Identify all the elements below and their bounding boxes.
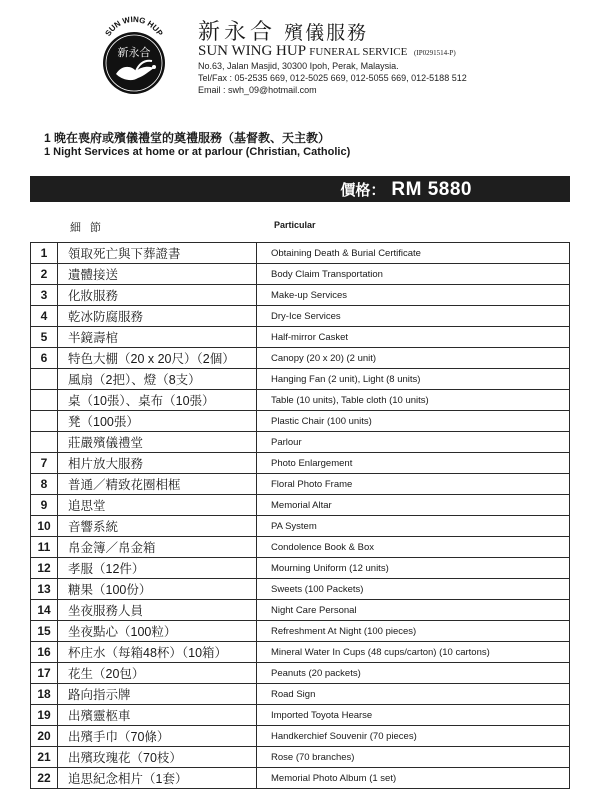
item-english: Floral Photo Frame — [257, 474, 570, 495]
company-telfax: Tel/Fax : 05-2535 669, 012-5025 669, 012-5055 669, 012-5188 512 — [198, 73, 467, 83]
table-row — [31, 453, 570, 474]
table-row — [31, 390, 570, 411]
item-number: 17 — [31, 663, 58, 684]
table-row — [31, 516, 570, 537]
item-chinese: 遺體接送 — [58, 264, 257, 285]
item-number: 10 — [31, 516, 58, 537]
item-english: Imported Toyota Hearse — [257, 705, 570, 726]
item-number: 5 — [31, 327, 58, 348]
service-title-english: 1 Night Services at home or at parlour (Christian, Catholic) — [44, 146, 351, 158]
table-row — [31, 432, 570, 453]
item-english: Dry-Ice Services — [257, 306, 570, 327]
item-chinese: 化妝服務 — [58, 285, 257, 306]
item-number: 20 — [31, 726, 58, 747]
item-chinese: 特色大棚（20 x 20尺）（2個） — [58, 348, 257, 369]
item-chinese: 出殯靈柩車 — [58, 705, 257, 726]
item-chinese: 相片放大服務 — [58, 453, 257, 474]
company-name-chinese — [198, 15, 368, 46]
item-english: Handkerchief Souvenir (70 pieces) — [257, 726, 570, 747]
item-number — [31, 369, 58, 390]
item-english: Night Care Personal — [257, 600, 570, 621]
item-chinese: 領取死亡與下葬證書 — [58, 243, 257, 264]
item-number — [31, 432, 58, 453]
service-items-table — [30, 242, 570, 789]
item-number: 8 — [31, 474, 58, 495]
item-chinese: 坐夜點心（100粒） — [58, 621, 257, 642]
item-english: Body Claim Transportation — [257, 264, 570, 285]
table-row — [31, 495, 570, 516]
item-chinese: 出殯手巾（70條） — [58, 726, 257, 747]
table-row — [31, 558, 570, 579]
table-row — [31, 726, 570, 747]
table-row — [31, 243, 570, 264]
table-row — [31, 327, 570, 348]
item-english: Peanuts (20 packets) — [257, 663, 570, 684]
item-number: 19 — [31, 705, 58, 726]
company-en-sub: FUNERAL SERVICE — [309, 46, 408, 58]
item-chinese: 杯庄水（每箱48杯）（10箱） — [58, 642, 257, 663]
price-text — [340, 179, 472, 201]
item-chinese: 追思紀念相片（1套） — [58, 768, 257, 789]
item-chinese: 凳（100張） — [58, 411, 257, 432]
logo-chinese: 新永合 — [117, 46, 151, 59]
item-number: 6 — [31, 348, 58, 369]
table-row — [31, 369, 570, 390]
item-english: Memorial Altar — [257, 495, 570, 516]
item-number: 1 — [31, 243, 58, 264]
item-chinese: 追思堂 — [58, 495, 257, 516]
table-row — [31, 537, 570, 558]
item-number: 18 — [31, 684, 58, 705]
company-logo — [98, 16, 170, 100]
item-english: Mineral Water In Cups (48 cups/carton) (10 cartons) — [257, 642, 570, 663]
item-chinese: 乾冰防腐服務 — [58, 306, 257, 327]
item-english: Memorial Photo Album (1 set) — [257, 768, 570, 789]
item-number: 21 — [31, 747, 58, 768]
item-english: Table (10 units), Table cloth (10 units) — [257, 390, 570, 411]
column-header-detail: 細 節 — [70, 222, 105, 234]
price-label: 價格： — [340, 182, 386, 199]
table-row — [31, 768, 570, 789]
table-row — [31, 747, 570, 768]
item-chinese: 花生（20包） — [58, 663, 257, 684]
item-number: 14 — [31, 600, 58, 621]
item-number: 3 — [31, 285, 58, 306]
table-row — [31, 306, 570, 327]
table-row — [31, 411, 570, 432]
item-chinese: 帛金簿／帛金箱 — [58, 537, 257, 558]
item-number: 13 — [31, 579, 58, 600]
item-number: 9 — [31, 495, 58, 516]
item-english: Rose (70 branches) — [257, 747, 570, 768]
registration-number: (IP0291514-P) — [414, 49, 456, 57]
price-banner — [30, 176, 570, 202]
column-header-particular: Particular — [274, 220, 316, 230]
item-chinese: 風扇（2把）、燈（8支） — [58, 369, 257, 390]
table-row — [31, 684, 570, 705]
item-english: Photo Enlargement — [257, 453, 570, 474]
item-english: Hanging Fan (2 unit), Light (8 units) — [257, 369, 570, 390]
table-row — [31, 579, 570, 600]
table-row — [31, 663, 570, 684]
item-number: 22 — [31, 768, 58, 789]
item-chinese: 半鏡壽棺 — [58, 327, 257, 348]
item-chinese: 糖果（100份） — [58, 579, 257, 600]
item-english: Road Sign — [257, 684, 570, 705]
company-en-main: SUN WING HUP — [198, 43, 306, 59]
item-number — [31, 411, 58, 432]
item-number: 7 — [31, 453, 58, 474]
table-row — [31, 600, 570, 621]
price-amount: RM 5880 — [391, 179, 472, 200]
service-title-chinese: 1 晚在喪府或殯儀禮堂的奠禮服務（基督教、天主教） — [44, 131, 331, 145]
item-english: Make-up Services — [257, 285, 570, 306]
item-english: Obtaining Death & Burial Certificate — [257, 243, 570, 264]
item-chinese: 莊嚴殯儀禮堂 — [58, 432, 257, 453]
letterhead — [0, 0, 600, 110]
logo-arc-text: SUN WING HUP — [103, 16, 165, 38]
item-number — [31, 390, 58, 411]
item-chinese: 音響系統 — [58, 516, 257, 537]
item-english: Refreshment At Night (100 pieces) — [257, 621, 570, 642]
item-chinese: 路向指示牌 — [58, 684, 257, 705]
item-number: 11 — [31, 537, 58, 558]
item-chinese: 出殯玫瑰花（70枝） — [58, 747, 257, 768]
item-chinese: 坐夜服務人員 — [58, 600, 257, 621]
item-english: Parlour — [257, 432, 570, 453]
item-chinese: 普通／精致花圈相框 — [58, 474, 257, 495]
company-cn-main: 新永合 — [198, 20, 277, 45]
item-chinese: 桌（10張）、桌布（10張） — [58, 390, 257, 411]
table-row — [31, 285, 570, 306]
item-chinese: 孝服（12件） — [58, 558, 257, 579]
company-cn-sub: 殯儀服務 — [284, 22, 369, 44]
table-row — [31, 705, 570, 726]
item-english: Plastic Chair (100 units) — [257, 411, 570, 432]
company-address: No.63, Jalan Masjid, 30300 Ipoh, Perak, Malaysia. — [198, 61, 399, 71]
item-english: Half-mirror Casket — [257, 327, 570, 348]
table-row — [31, 642, 570, 663]
company-email: Email : swh_09@hotmail.com — [198, 85, 317, 95]
table-row — [31, 348, 570, 369]
company-name-english — [198, 43, 456, 60]
item-english: PA System — [257, 516, 570, 537]
item-number: 12 — [31, 558, 58, 579]
item-english: Sweets (100 Packets) — [257, 579, 570, 600]
item-english: Mourning Uniform (12 units) — [257, 558, 570, 579]
item-english: Canopy (20 x 20) (2 unit) — [257, 348, 570, 369]
table-row — [31, 264, 570, 285]
table-row — [31, 621, 570, 642]
item-number: 4 — [31, 306, 58, 327]
item-number: 2 — [31, 264, 58, 285]
item-number: 15 — [31, 621, 58, 642]
item-number: 16 — [31, 642, 58, 663]
table-row — [31, 474, 570, 495]
item-english: Condolence Book & Box — [257, 537, 570, 558]
